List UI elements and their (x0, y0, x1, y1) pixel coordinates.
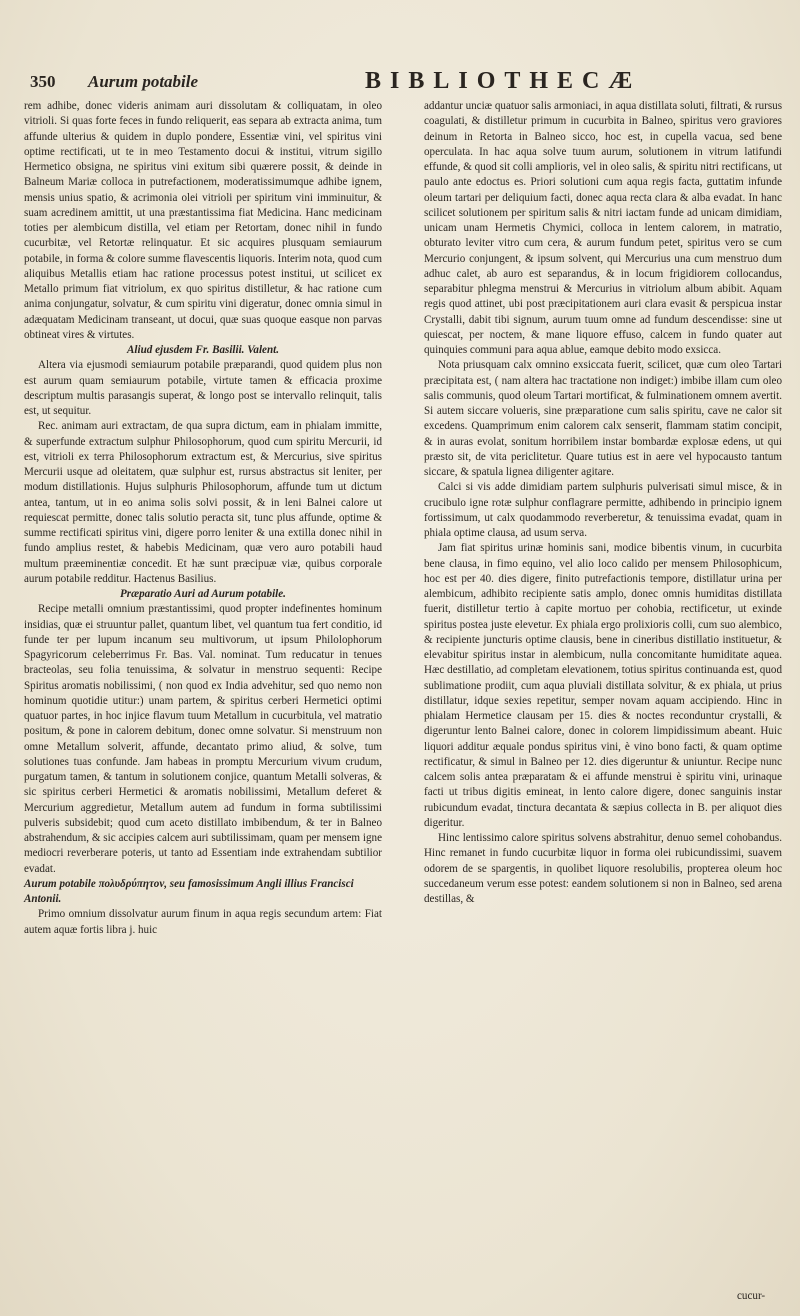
paragraph: Calci si vis adde dimidiam partem sulphuris pulverisati simul misce, & in crucibulo igne rotæ sulphur conflagrare permitte, adhibendo in principio ignem fortissimum, ut calx quodammodo reverberetur, & tenuissima evadat, quam in phiala optime clausa, ad usum serva. (424, 481, 782, 539)
paragraph: Jam fiat spiritus urinæ hominis sani, modice bibentis vinum, in cucurbita bene clausa, in fimo equino, vel alio loco calido per mensem Philosophicum, hoc est per 40. dies digere, finito putrefactionis tempore, distillatur urina per alembicum, adhibito recipiente satis amplo, donec omnis humiditas distillata fuerit, distilletur tertio à capite mortuo per cohobia, rectificetur, ut exinde spiritus postea juste elevetur. Ex phiala ergo prolixioris colli, cum suo alembico, & recipiente juncturis optime clausis, bene in cineribus distillatio instituetur, & elevabitur spiritus instar in alembicum, nulla concomitante humiditate aquea. Hæc destillatio, ad completam elevationem, totius spiritus continuanda est, quod sublimatione prodiit, cum aqua pluviali distillata solvitur, & ex phiala, ut prius distillatur, idque sexies repetitur, semper novam aquam accipiendo. Hinc in phialam Hermetice clausam per 15. dies & noctes reconduntur crystalli, & digeruntur lento Balnei calore, donec in colorem limpidissimum abeant. Huic liquori additur æquale pondus spiritus vini, è vino bono facti, & quam optime rectificatur, & simul in Balneo per 12. dies digeruntur & uniuntur. Recipe nunc calcem solis antea præparatam & ei affunde menstrui è spiritu vini, urinaque facti ut tribus digitis emineat, in lento calore digere, donec sanguinis instar rubicundum evadat, tinctura decantata & sæpius collecta in B. per aliquot dies digeritur. (424, 542, 782, 829)
section-heading: Præparatio Auri ad Aurum potabile. (120, 588, 286, 600)
paragraph: Primo omnium dissolvatur aurum finum in aqua regis secundum artem: Fiat autem aquæ fortis libra j. huic (24, 908, 382, 936)
paragraph: Hinc lentissimo calore spiritus solvens abstrahitur, denuo semel cohobandus. Hinc remanet in fundo cucurbitæ liquor in forma olei rubicundissimi, suavem odorem de se spargentis, in quolibet liquore resolubilis, propterea oleum hoc succedaneum verum esse potest: eandem solutionem si non in Balneo, sed arena destillas, & (424, 832, 782, 905)
paragraph: rem adhibe, donec videris animam auri dissolutam & colliquatam, in oleo vitrioli. Si quas forte feces in fundo reliquerit, eas separa ab extracta anima, tum affunde ulterius & quidem in duplo pondere, Essentiæ vini, vel spiritus vini optime rectificati, ut te in meo Testamento docui & institui, vitrum sigillo Hermetico obsigna, ne spiritus vini exitum sibi quærere possit, & deinde in Balneum Mariæ colloca in putrefactionem, moderatissimumque adhibe ignem, mensis unius spatio, & acrimonia olei vitrioli per spiritum vini imminuitur, & suam acredinem amittit, ut una præstantissima fiat Medicina. Hanc medicinam toties per alembicum distilla, vel etiam per Retortam, donec nihil in fundo cucurbitæ, vel Retortæ relinquatur. Et sic acquires plusquam semiaurum potabile, in forma & colore summe flavescentis liquoris. Interim nota, quod cum aliquibus Metallis etiam hac ratione processus potest institui, ut scilicet ex Metallo primum fiat vitriolum, ex quo spiritus distilletur, & hac ratione cum anima conjungatur, solvatur, & cum spiritu vini digeratur, donec omnia simul in adæquatam Medicinam transeant, ut docui, quæ suas quoque easque non parvas obtineat vires & virtutes. (24, 100, 382, 341)
paragraph: Nota priusquam calx omnino exsiccata fuerit, scilicet, quæ cum oleo Tartari præcipitata est, ( nam altera hac tractatione non indiget:) imbibe illam cum oleo salis communis, quod oleum Tartari mortificat, & fulminationem omnem avertit. Si autem siccare volueris, sine præparatione cum salis spiritu, cave ne calor sit excedens. Quamprimum enim calorem calx senserit, flammam statim concipit, & in auras evolat, sonitum horribilem instar bombardæ explosæ edens, ut qui præsto sit, de vita periclitetur. Quare tutius est in aere vel hypocausto tantum siccare, & spatula lignea diligenter agitare. (424, 359, 782, 478)
catchword: cucur- (737, 1290, 766, 1302)
paragraph: Altera via ejusmodi semiaurum potabile præparandi, quod quidem plus non est aurum quam semiaurum potabile, virtute tamen & efficacia proxime descriptum multis parasangis superat, & longo post se intervallo relinquit, talis est, ut sequitur. (24, 359, 382, 417)
running-title: Aurum potabile (88, 72, 199, 91)
paragraph: Rec. animam auri extractam, de qua supra dictum, eam in phialam immitte, & superfunde extractum sulphur Philosophorum, quod cum spiritu Mercurii, id est, vitrioli ex terra Philosophorum extractum est, & Mercurius, sive spiritus Mercurii usque ad oleitatem, quæ sulphur est, rursus abstractus sit leniter, per modum distillationis. Hujus sulphuris Philosophorum, affunde tum ut dictum antea, tantum, ut in eo anima solis solvi possit, & in leni Balnei calore ut requiescat permitte, donec talis solutio peracta sit, tunc plus affunde, optime & summe rectificati spiritus vini, digere porro leniter & una extilla donec nihil in fundo amplius restet, & habebis Medicinam, quæ vero auro potabili haud multum præeminentiæ concedit. Et hæ sunt præcipuæ viæ, quibus corporale aurum potabile redditur. Hactenus Basilius. (24, 420, 382, 585)
section-heading: Aliud ejusdem Fr. Basilii. Valent. (127, 344, 279, 356)
header-title: BIBLIOTHECÆ (365, 68, 642, 94)
page-number: 350 (30, 72, 56, 91)
section-heading: Aurum potabile πολυδρύπητον, seu famosissimum Angli illius Francisci Antonii. (24, 877, 354, 905)
page-header (30, 68, 780, 98)
right-column (424, 99, 782, 907)
left-column (24, 99, 382, 938)
paragraph: addantur unciæ quatuor salis armoniaci, in aqua distillata soluti, filtrati, & rursus coagulati, & distilletur primum in cucurbita in Balneo, spiritus vero graviores deinum in Retorta in Balneo sicco, hoc est, in cupella vacua, sed bene operculata. In hac aqua solve tuum aurum, solutionem in vitrum latifundi effunde, & quod sit colli amplioris, vel in oleo salis, & spiritu nitri rectificans, ut paulo ante edoctus es. Priori solutioni cum aqua regis facta, guttatim infunde oleum tartari per deliquium facti, donec aqua recta clara & alba evadat. In hanc scilicet solutionem per spiritum salis & nitri iactam funde ad unicam dimidiam, unicam unam Hermetis Chymici, colloca in lentem calorem, in matratio, obturato leviter vitro cum cera, & aurum fundum petet, spiritus vero se cum Mercurio conjungent, & ipsum solvent, qui Mercurius una cum menstruo dum adhuc calet, ab auro est separandus, & in locum frigidiorem collocandus, separabitur phlegma menstrui & Mercurius in vitriolum album abibit. Aquam regis quod attinet, ubi post præcipitationem auri clara evasit & perspicua instar Crystalli, dabit tibi signum, aurum tuum omne ad fundum descendisse: sine ut quiescat, per noctem, & mane liquore effuso, calcem in fundo quater aut quinquies communi para aqua ablue, eamque debito modo exsicca. (424, 100, 783, 356)
paragraph: Recipe metalli omnium præstantissimi, quod propter indefinentes hominum insidias, quæ ei struuntur pallet, quantum libet, vel quantum tua fert conditio, id funde ter per lupum incanum seu multivorum, ut ipsum Philolophorum Spagyricorum celeberrimus Fr. Bas. Val. nominat. Tum reducatur in tenues bracteolas, seu folia tenuissima, & solvatur in menstruo sequenti: Recipe Spiritus aromatis nobilissimi, ( non quod ex India advehitur, sed quo nemo non hominum quotidie utitur:) unam partem, & spiritus cerberi Hermetici optimi quatuor partes, in hoc injice flavum tuum Metallum in cucurbitula, vel matratio positum, & pone in calorem debitum, donec omne solvatur. Si menstruum non omne Metallum solverit, affunde, decantato primo aliud, & solve, tum solutiones tuas confunde. Jam habeas in promptu Mercurium vivum crudum, purgatum tamen, & tantum in solutionem conjice, quantum Metalli solveras, & sic spiritus cerberi Hermetici & aromatis nobilissimi, Metallum deferet & Mercurium aggredietur, Metallum autem ad fundum in forma subtilissimi pulveris subsidebit; quod cum aceto distillato imbibendum, & ter in Balneo abstrahendum, & sic accipies calcem auri subtilissimam, quam per mensem igne mediocri reverberare poteris, ut tanto ad Essentiam inde extrahendam subtilior evadat. (24, 603, 382, 875)
